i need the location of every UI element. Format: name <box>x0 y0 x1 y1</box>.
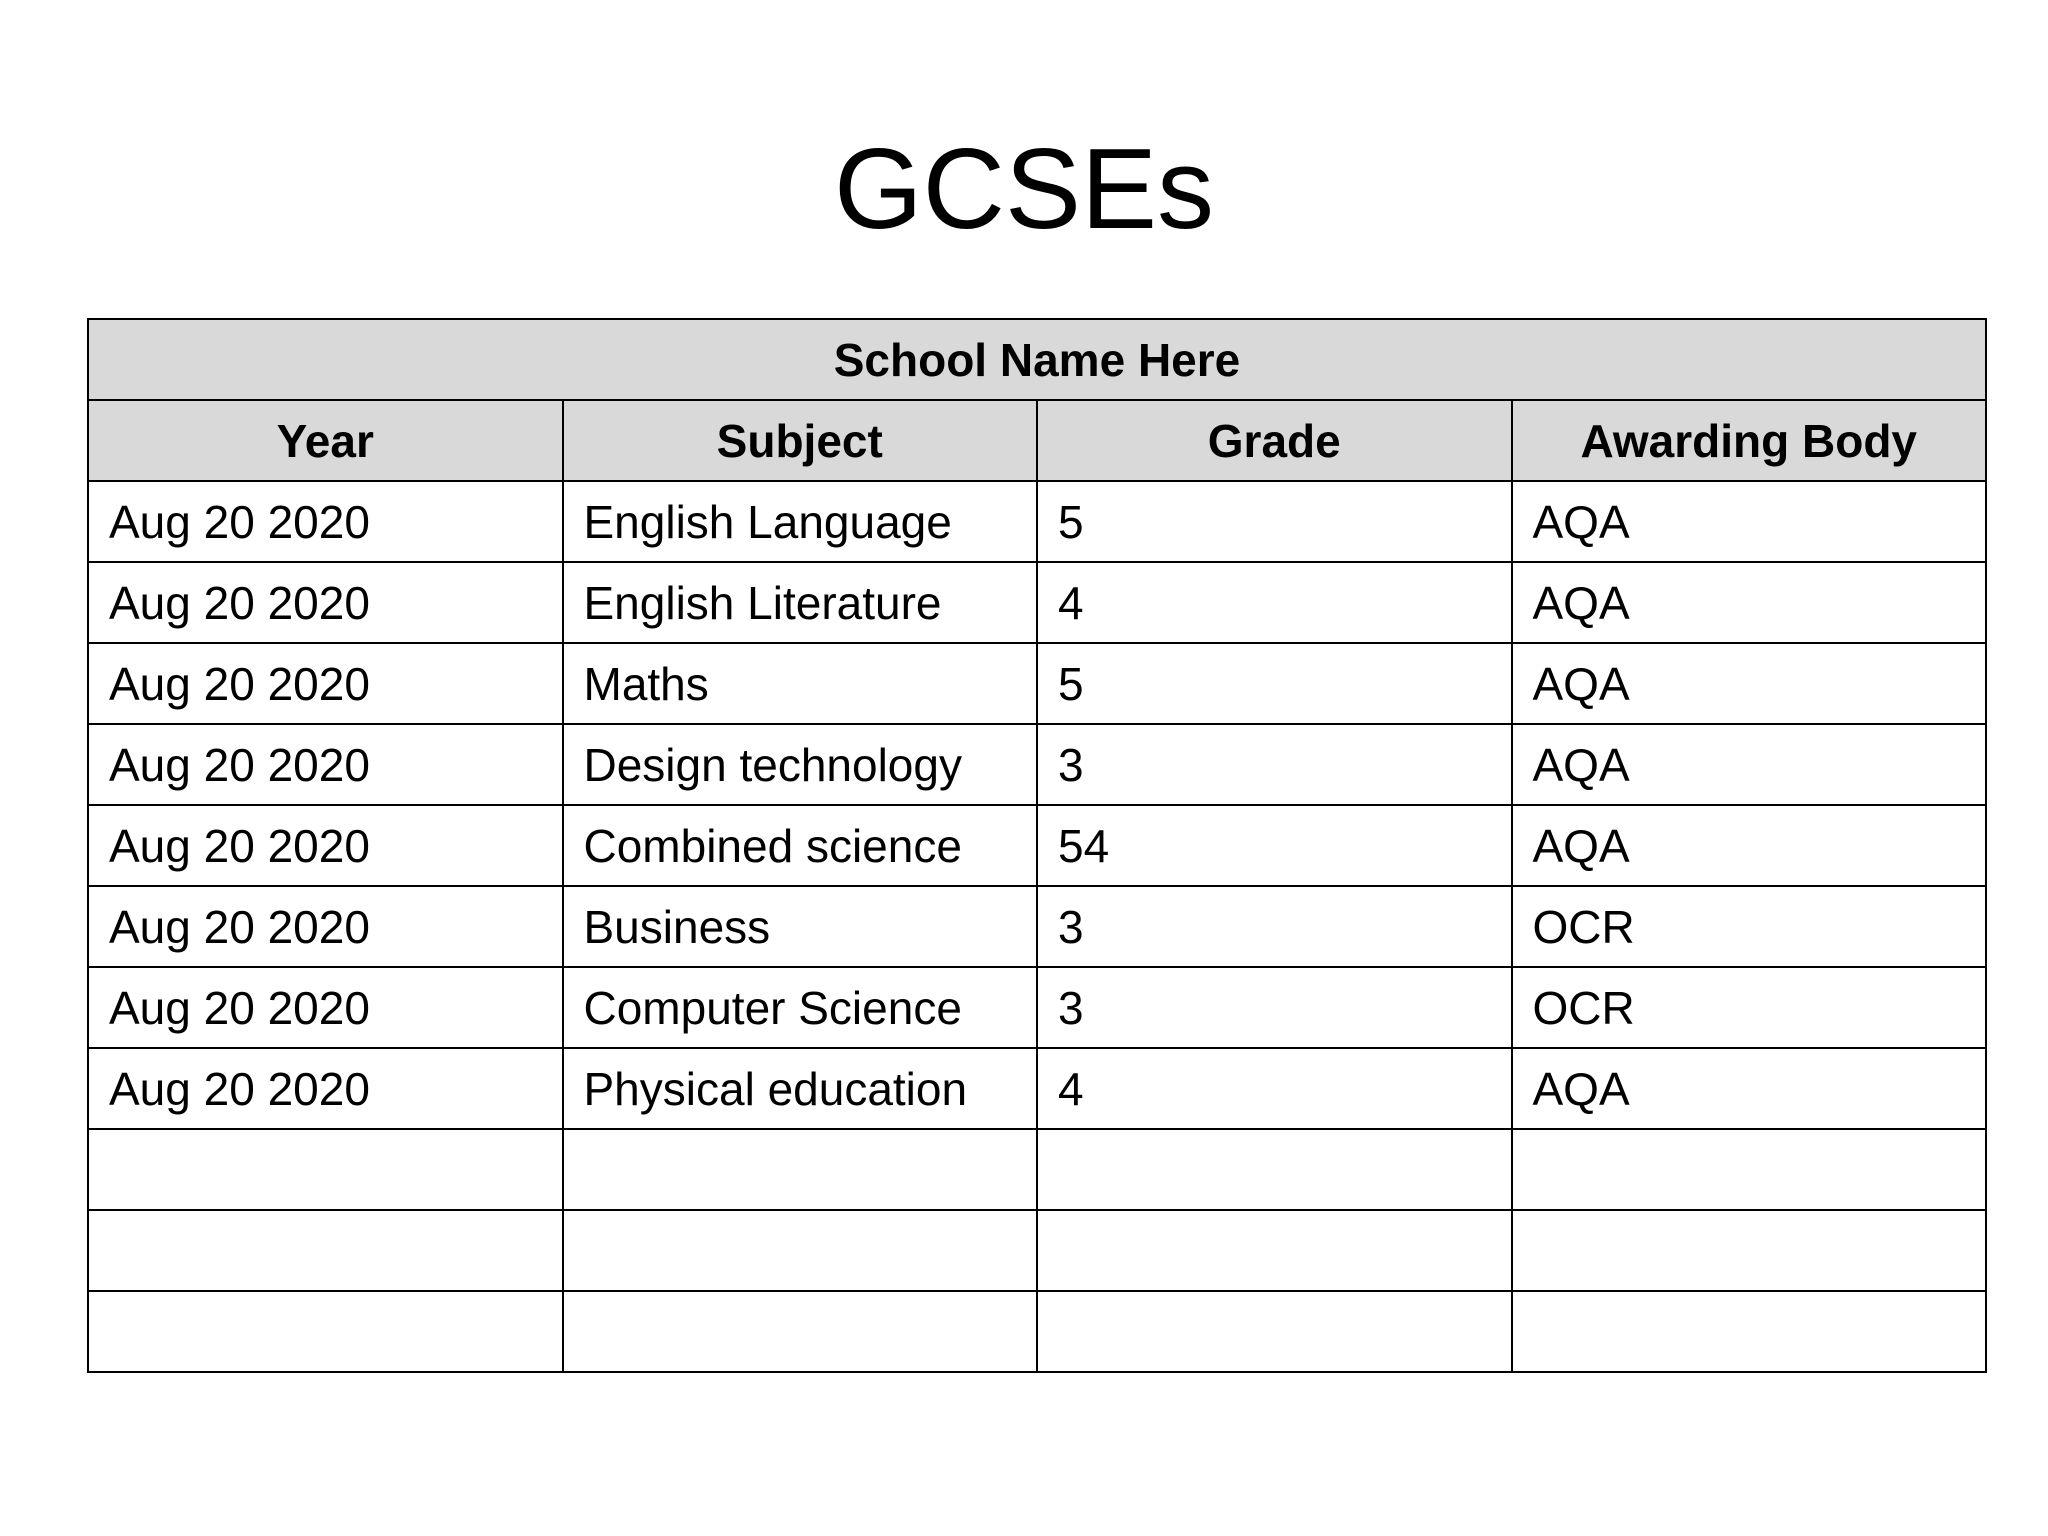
cell-grade: 3 <box>1037 724 1512 805</box>
cell-awarding-body: OCR <box>1512 967 1987 1048</box>
cell-year: Aug 20 2020 <box>88 481 563 562</box>
table-head <box>88 319 1986 481</box>
column-header-year: Year <box>88 400 563 481</box>
cell-subject <box>563 1291 1038 1372</box>
cell-awarding-body: OCR <box>1512 886 1987 967</box>
column-header-row <box>88 400 1986 481</box>
cell-year: Aug 20 2020 <box>88 886 563 967</box>
cell-subject: Combined science <box>563 805 1038 886</box>
cell-subject <box>563 1210 1038 1291</box>
cell-subject: English Literature <box>563 562 1038 643</box>
cell-awarding-body: AQA <box>1512 1048 1987 1129</box>
table-row <box>88 643 1986 724</box>
cell-year <box>88 1129 563 1210</box>
cell-subject: Physical education <box>563 1048 1038 1129</box>
cell-subject: Computer Science <box>563 967 1038 1048</box>
column-header-awarding-body: Awarding Body <box>1512 400 1987 481</box>
cell-year: Aug 20 2020 <box>88 643 563 724</box>
cell-year: Aug 20 2020 <box>88 724 563 805</box>
cell-grade <box>1037 1129 1512 1210</box>
cell-grade <box>1037 1210 1512 1291</box>
cell-awarding-body: AQA <box>1512 805 1987 886</box>
cell-awarding-body: AQA <box>1512 724 1987 805</box>
cell-awarding-body <box>1512 1210 1987 1291</box>
cell-awarding-body: AQA <box>1512 643 1987 724</box>
table-row <box>88 886 1986 967</box>
table-row-empty <box>88 1210 1986 1291</box>
table-row <box>88 724 1986 805</box>
page-title: GCSEs <box>833 126 1215 253</box>
cell-subject: English Language <box>563 481 1038 562</box>
table-row <box>88 562 1986 643</box>
school-name-row <box>88 319 1986 400</box>
cell-grade <box>1037 1291 1512 1372</box>
cell-year <box>88 1291 563 1372</box>
cell-grade: 4 <box>1037 562 1512 643</box>
cell-grade: 5 <box>1037 481 1512 562</box>
school-name-header: School Name Here <box>88 319 1986 400</box>
cell-grade: 5 <box>1037 643 1512 724</box>
cell-awarding-body: AQA <box>1512 562 1987 643</box>
table-body <box>88 481 1986 1372</box>
cell-grade: 3 <box>1037 967 1512 1048</box>
cell-year: Aug 20 2020 <box>88 562 563 643</box>
cell-year: Aug 20 2020 <box>88 805 563 886</box>
gcse-results-table <box>87 318 1987 1373</box>
cell-grade: 3 <box>1037 886 1512 967</box>
cell-grade: 4 <box>1037 1048 1512 1129</box>
table-row-empty <box>88 1129 1986 1210</box>
table-row <box>88 967 1986 1048</box>
cell-subject: Maths <box>563 643 1038 724</box>
table-row <box>88 805 1986 886</box>
table-row <box>88 481 1986 562</box>
cell-year <box>88 1210 563 1291</box>
cell-year: Aug 20 2020 <box>88 967 563 1048</box>
cell-year: Aug 20 2020 <box>88 1048 563 1129</box>
table-row <box>88 1048 1986 1129</box>
cell-awarding-body: AQA <box>1512 481 1987 562</box>
cell-awarding-body <box>1512 1129 1987 1210</box>
table-row-empty <box>88 1291 1986 1372</box>
cell-grade: 54 <box>1037 805 1512 886</box>
column-header-grade: Grade <box>1037 400 1512 481</box>
cell-subject: Design technology <box>563 724 1038 805</box>
cell-subject: Business <box>563 886 1038 967</box>
cell-subject <box>563 1129 1038 1210</box>
cell-awarding-body <box>1512 1291 1987 1372</box>
column-header-subject: Subject <box>563 400 1038 481</box>
